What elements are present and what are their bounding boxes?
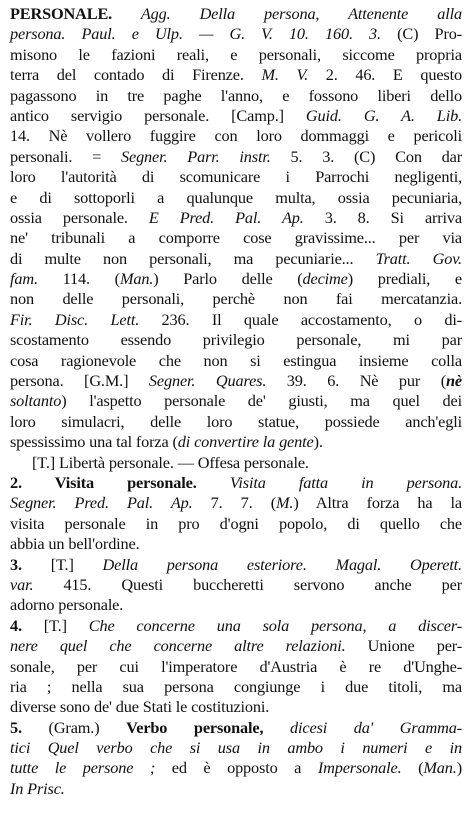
text-run: var. xyxy=(10,574,34,594)
text-line xyxy=(10,616,462,636)
text-run: cosa ragionevole che non si estingua insieme colla xyxy=(10,350,462,370)
text-run: personali. = xyxy=(10,146,121,166)
text-run: [T.] xyxy=(21,615,89,635)
text-line xyxy=(10,657,462,677)
text-run: 236. Il quale accostamento, o di- xyxy=(139,309,463,329)
text-line xyxy=(10,453,462,473)
text-run: Segner. Pred. Pal. Ap. xyxy=(10,493,193,513)
text-line xyxy=(10,147,462,167)
text-line xyxy=(10,697,462,717)
text-run: di multe non personali, ma pecuniarie... xyxy=(10,248,376,268)
text-run: 3. xyxy=(10,554,22,574)
text-line xyxy=(10,493,462,513)
text-line xyxy=(10,249,462,269)
text-line xyxy=(10,167,462,187)
text-line xyxy=(10,188,462,208)
text-run: 3. 8. Si arriva xyxy=(303,207,462,227)
text-run: spessissimo una tal forza ( xyxy=(10,432,178,452)
text-line xyxy=(10,636,462,656)
text-line xyxy=(10,555,462,575)
text-line xyxy=(10,351,462,371)
text-line xyxy=(10,738,462,758)
text-run: E Pred. Pal. Ap. xyxy=(148,207,304,227)
text-line xyxy=(10,779,462,799)
text-run: 7. 7. ( xyxy=(192,493,276,513)
text-run: adorno personale. xyxy=(10,595,124,615)
text-line xyxy=(10,758,462,778)
text-run: Verbo personale, xyxy=(126,717,264,737)
text-run: persona. Paul. e Ulp. — G. V. 10. 160. 3. xyxy=(10,24,381,44)
text-run: (Gram.) xyxy=(21,717,127,737)
text-line xyxy=(10,677,462,697)
text-run: ossia personale. xyxy=(10,207,149,227)
text-line xyxy=(10,208,462,228)
text-line xyxy=(10,310,462,330)
text-line xyxy=(10,269,462,289)
text-run: diverse sono de' due Stati le costituzioni. xyxy=(10,697,270,717)
text-run: PERSONALE. xyxy=(10,4,113,23)
text-run: sonale, per cui l'imperatore d'Austria è re d'Unghe- xyxy=(10,656,462,676)
text-run: nè xyxy=(446,371,462,391)
text-run: ) xyxy=(456,758,462,778)
text-run: Unione per- xyxy=(345,636,463,656)
text-line xyxy=(10,371,462,391)
text-run: [T.] xyxy=(21,554,103,574)
text-line xyxy=(10,126,462,146)
text-run: tutte le persone ; xyxy=(10,758,156,778)
text-run: ) Altra forza ha la xyxy=(293,493,462,513)
text-run: Visita fatta in persona. xyxy=(196,472,462,492)
text-run: 5. 3. (C) Con dar xyxy=(270,146,463,166)
text-run: M. xyxy=(275,493,294,513)
text-run: Man. xyxy=(423,758,457,778)
text-run: e di sottoporli a qualunque multa, ossia pecuniaria, xyxy=(10,187,462,207)
text-run: Segner. Parr. instr. xyxy=(121,146,271,166)
text-line xyxy=(10,432,462,452)
text-line xyxy=(10,534,462,554)
text-run: decime xyxy=(302,269,348,289)
text-run: ) l'aspetto personale de' giusti, ma quel dei xyxy=(61,391,462,411)
text-run: 4. xyxy=(10,615,22,635)
text-run: terra del contado di Firenze. xyxy=(10,65,262,85)
text-run: Che concerne una sola persona, a discer- xyxy=(88,615,462,635)
text-run: Fir. Disc. Lett. xyxy=(10,309,140,329)
text-run: fam. xyxy=(10,269,38,289)
text-run: misono le fazioni reali, e personali, siccome propria xyxy=(10,44,462,64)
text-line xyxy=(10,289,462,309)
text-line xyxy=(10,473,462,493)
text-run: 415. Questi buccheretti servono anche per xyxy=(33,574,462,594)
text-line xyxy=(10,24,462,44)
text-run: (C) Pro- xyxy=(380,24,462,44)
text-line xyxy=(10,575,462,595)
text-run: ) Parlo delle ( xyxy=(153,269,303,289)
text-line xyxy=(10,595,462,615)
text-run: nere quel che concerne altre relazioni. xyxy=(10,636,346,656)
text-line xyxy=(10,45,462,65)
text-run: ). xyxy=(313,432,323,452)
text-run: Tratt. Gov. xyxy=(375,248,462,268)
text-line xyxy=(10,106,462,126)
text-run: loro l'autorità di scomunicare i Parrochi negligenti, xyxy=(10,167,462,187)
text-run: 114. ( xyxy=(37,269,120,289)
text-line xyxy=(10,65,462,85)
text-run: Agg. Della persona, Attenente alla xyxy=(112,4,462,23)
text-run: In Prisc. xyxy=(10,778,65,798)
text-run: non delle personali, perchè non fai mercatanzia. xyxy=(10,289,462,309)
text-line xyxy=(10,86,462,106)
text-line xyxy=(10,514,462,534)
text-run: ed è opposto a xyxy=(155,758,318,778)
text-run: scostamento essendo privilegio personale, mi par xyxy=(10,330,462,350)
text-run: Della persona esteriore. Magal. Operett. xyxy=(102,554,462,574)
text-run: ne' tribunali a comporre cose gravissime... per via xyxy=(10,228,462,248)
text-run: dicesi da' Gramma- xyxy=(263,717,462,737)
text-run: abbia un bell'ordine. xyxy=(10,534,140,554)
text-run: persona. [G.M.] xyxy=(10,371,149,391)
text-run: visita personale in pro d'ogni popolo, di quello che xyxy=(10,513,462,533)
text-run: soltanto xyxy=(10,391,62,411)
text-line xyxy=(10,412,462,432)
text-run: 5. xyxy=(10,717,22,737)
text-run: loro simulacri, delle loro statue, possiede anch'egli xyxy=(10,411,462,431)
text-line xyxy=(10,330,462,350)
text-run: ( xyxy=(401,758,424,778)
text-line xyxy=(10,718,462,738)
text-run: tici Quel verbo che si usa in ambo i numeri e in xyxy=(10,738,462,758)
text-run: Man. xyxy=(119,269,154,289)
text-run: 2. Visita personale. xyxy=(10,472,197,492)
text-run: 39. 6. Nè pur ( xyxy=(266,371,447,391)
text-run: ria ; nella sua persona congiunge i due titoli, ma xyxy=(10,676,462,696)
text-run: M. V. xyxy=(261,65,309,85)
text-run: 2. 46. E questo xyxy=(308,65,462,85)
text-run: ) prediali, e xyxy=(347,269,462,289)
text-line xyxy=(10,228,462,248)
text-run: pagassono in tre paghe l'anno, e fossono liberi dello xyxy=(10,85,462,105)
text-run: Impersonale. xyxy=(317,758,402,778)
text-run: [T.] Libertà personale. — Offesa personale. xyxy=(32,452,309,472)
text-line xyxy=(10,391,462,411)
text-run: Segner. Quares. xyxy=(148,371,267,391)
text-run: 14. Nè vollero fuggire con loro dommaggi e pericoli xyxy=(10,126,462,146)
text-run: antico servigio personale. [Camp.] xyxy=(10,105,306,125)
text-line xyxy=(10,4,462,24)
text-run: di convertire la gente xyxy=(177,432,314,452)
text-run: Guid. G. A. Lib. xyxy=(305,105,462,125)
